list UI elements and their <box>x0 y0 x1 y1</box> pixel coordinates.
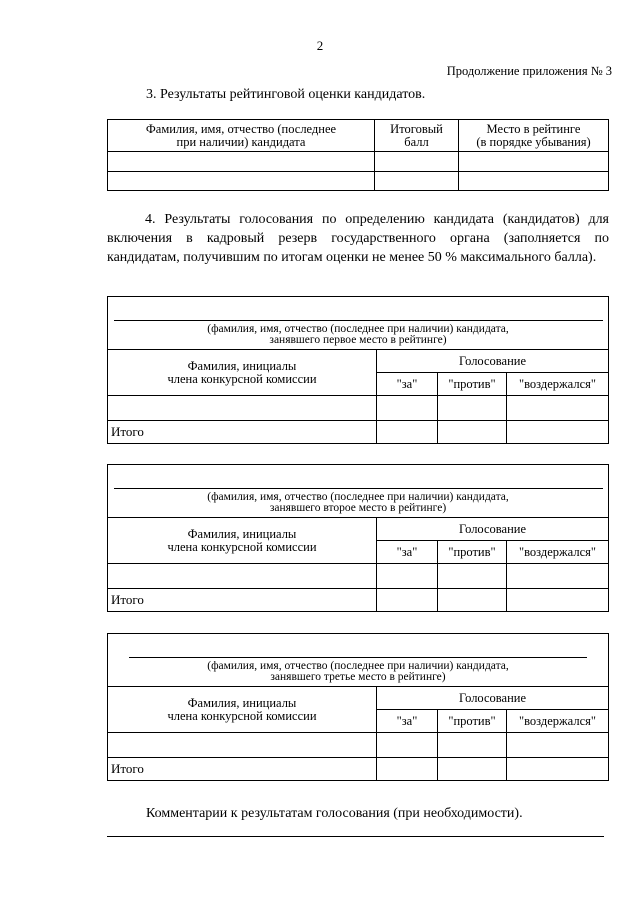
table-cell[interactable] <box>108 172 375 191</box>
candidate-caption-1: (фамилия, имя, отчество (последнее при наличии) кандидата, <box>207 323 509 335</box>
vote-header-row <box>108 687 609 710</box>
total-row <box>108 589 609 612</box>
table-cell[interactable] <box>507 396 609 421</box>
total-label: Итого <box>108 589 377 612</box>
table-row <box>108 152 609 172</box>
candidate-name-line[interactable] <box>129 657 587 658</box>
table-row <box>108 396 609 421</box>
vote-for-header: "за" <box>377 710 438 733</box>
table-cell[interactable] <box>108 564 377 589</box>
candidate-cell <box>108 297 609 350</box>
candidate-name-line[interactable] <box>114 320 603 321</box>
member-header <box>108 350 377 396</box>
vote-abstain-header: "воздержался" <box>507 541 609 564</box>
vote-against-header: "против" <box>438 541 507 564</box>
rating-col-name-line2: при наличии) кандидата <box>176 134 306 149</box>
vote-header-row <box>108 350 609 373</box>
candidate-row <box>108 465 609 518</box>
member-header-line2: члена конкурсной комиссии <box>167 371 317 386</box>
table-row <box>108 564 609 589</box>
table-cell[interactable] <box>108 733 377 758</box>
total-label: Итого <box>108 758 377 781</box>
vote-abstain-header: "воздержался" <box>507 373 609 396</box>
section-3-title: 3. Результаты рейтинговой оценки кандидатов. <box>146 87 426 102</box>
section-4-number: 4. <box>145 212 156 227</box>
comments-label: Комментарии к результатам голосования (при необходимости). <box>146 806 523 821</box>
total-row <box>108 421 609 444</box>
vote-against-header: "против" <box>438 373 507 396</box>
page-number: 2 <box>316 38 324 53</box>
member-header-line1: Фамилия, инициалы <box>187 695 297 710</box>
member-header-line2: члена конкурсной комиссии <box>167 708 317 723</box>
table-cell[interactable] <box>459 152 609 172</box>
candidate-caption-1: (фамилия, имя, отчество (последнее при наличии) кандидата, <box>207 660 509 672</box>
candidate-row <box>108 634 609 687</box>
voting-table-first <box>107 296 609 444</box>
candidate-cell <box>108 634 609 687</box>
table-cell[interactable] <box>108 396 377 421</box>
vote-against-header: "против" <box>438 710 507 733</box>
table-cell[interactable] <box>438 396 507 421</box>
vote-for-header: "за" <box>377 373 438 396</box>
voting-header: Голосование <box>377 687 609 710</box>
rating-table <box>107 119 609 191</box>
rating-col-name-line1: Фамилия, имя, отчество (последнее <box>145 121 337 136</box>
section-4-text <box>107 210 609 267</box>
table-cell[interactable] <box>438 733 507 758</box>
member-header-line2: члена конкурсной комиссии <box>167 539 317 554</box>
voting-table-third <box>107 633 609 781</box>
table-cell[interactable] <box>459 172 609 191</box>
comments-input-line[interactable] <box>107 836 604 837</box>
vote-header-row <box>108 518 609 541</box>
table-cell[interactable] <box>507 733 609 758</box>
rating-col-place-line1: Место в рейтинге <box>486 121 581 136</box>
candidate-cell <box>108 465 609 518</box>
rating-col-score-line1: Итоговый <box>390 121 443 136</box>
total-row <box>108 758 609 781</box>
rating-col-place <box>459 120 609 152</box>
table-cell[interactable] <box>377 733 438 758</box>
vote-abstain-header: "воздержался" <box>507 710 609 733</box>
table-cell[interactable] <box>438 421 507 444</box>
vote-for-header: "за" <box>377 541 438 564</box>
section-4-body: Результаты голосования по определению кандидата (кандидатов) для включения в кадровый резерв государственного органа (заполняется по кандидатам, получившим по итогам оценки не менее 50 % максимального балла). <box>107 212 609 265</box>
rating-col-score <box>375 120 459 152</box>
candidate-caption-1: (фамилия, имя, отчество (последнее при наличии) кандидата, <box>207 491 509 503</box>
table-row <box>108 733 609 758</box>
table-row <box>108 172 609 191</box>
voting-header: Голосование <box>377 518 609 541</box>
table-cell[interactable] <box>377 589 438 612</box>
member-header-line1: Фамилия, инициалы <box>187 358 297 373</box>
candidate-row <box>108 297 609 350</box>
table-cell[interactable] <box>375 172 459 191</box>
table-cell[interactable] <box>507 421 609 444</box>
table-cell[interactable] <box>375 152 459 172</box>
table-cell[interactable] <box>507 564 609 589</box>
member-header <box>108 687 377 733</box>
table-cell[interactable] <box>377 421 438 444</box>
rating-table-header <box>108 120 609 152</box>
total-label: Итого <box>108 421 377 444</box>
candidate-caption-2: занявшего второе место в рейтинге) <box>269 502 447 514</box>
candidate-caption-2: занявшего первое место в рейтинге) <box>269 334 447 346</box>
appendix-note: Продолжение приложения № 3 <box>446 64 612 78</box>
table-cell[interactable] <box>108 152 375 172</box>
table-cell[interactable] <box>507 589 609 612</box>
member-header <box>108 518 377 564</box>
table-cell[interactable] <box>507 758 609 781</box>
table-cell[interactable] <box>377 564 438 589</box>
table-cell[interactable] <box>377 396 438 421</box>
candidate-caption-2: занявшего третье место в рейтинге) <box>270 671 446 683</box>
voting-table-second <box>107 464 609 612</box>
table-cell[interactable] <box>438 758 507 781</box>
voting-header: Голосование <box>377 350 609 373</box>
table-cell[interactable] <box>438 564 507 589</box>
rating-col-name <box>108 120 375 152</box>
rating-col-place-line2: (в порядке убывания) <box>476 134 591 149</box>
table-cell[interactable] <box>438 589 507 612</box>
rating-col-score-line2: балл <box>404 134 429 149</box>
table-cell[interactable] <box>377 758 438 781</box>
member-header-line1: Фамилия, инициалы <box>187 526 297 541</box>
candidate-name-line[interactable] <box>114 488 603 489</box>
